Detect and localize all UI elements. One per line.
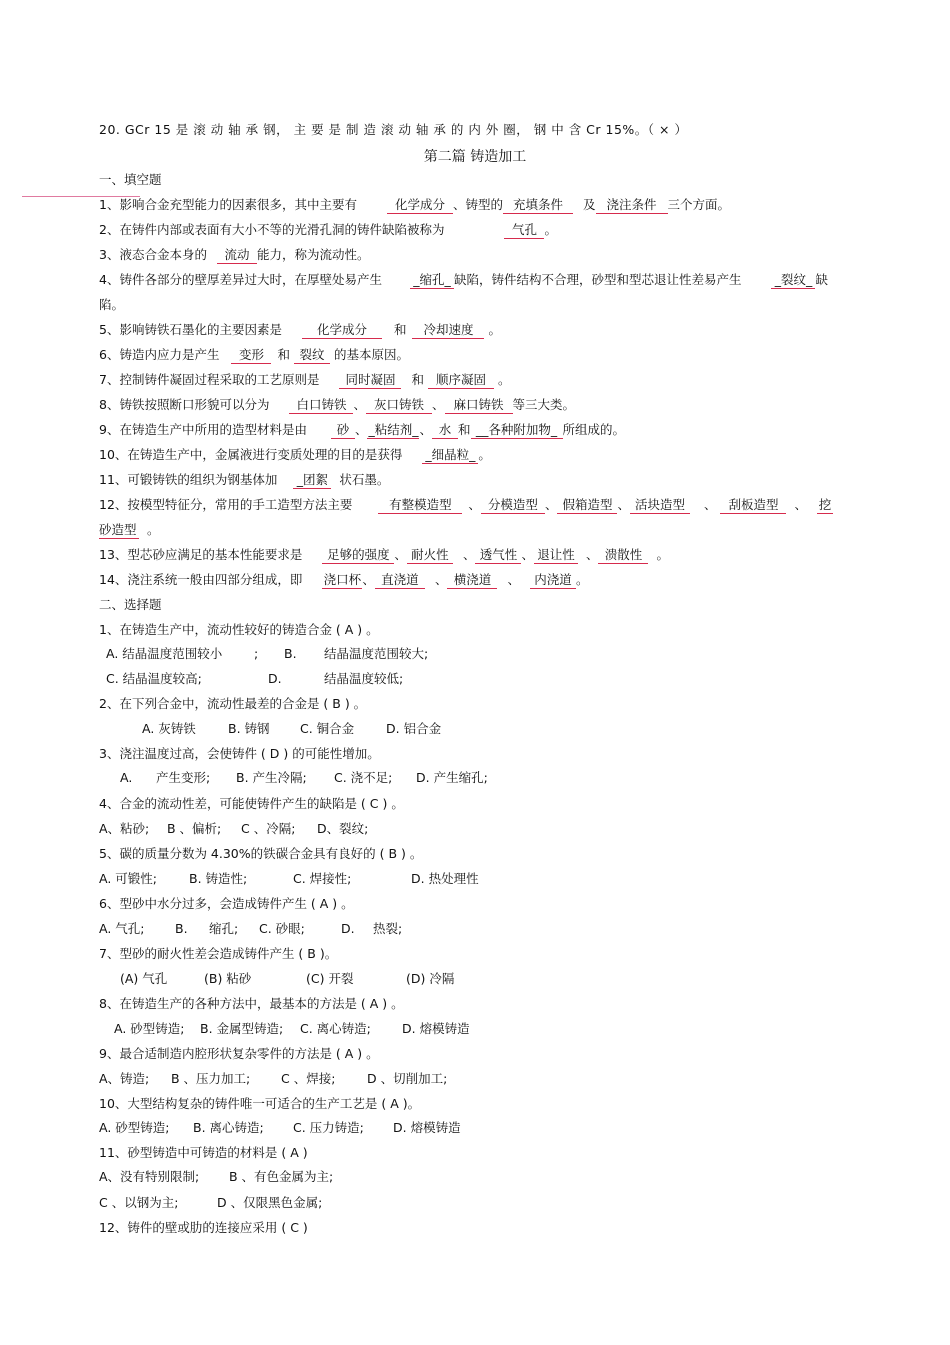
choice-options-4: A、粘砂; B 、偏析; C 、冷隔; D、裂纹;: [99, 821, 369, 836]
answer-blank: 退让性: [534, 546, 578, 564]
answer-blank: 浇注条件: [596, 196, 668, 214]
choice-options-7: (A) 气孔 (B) 粘砂 (C) 开裂 (D) 冷隔: [120, 971, 455, 986]
choice-question-10: 10、大型结构复杂的铸件唯一可适合的生产工艺是 ( A )。: [99, 1096, 421, 1111]
choice-question-12: 12、铸件的壁或肋的连接应采用 ( C ): [99, 1220, 308, 1235]
answer-blank: 活块造型: [630, 496, 690, 514]
fill-question-4-cont: 陷。: [99, 297, 125, 312]
choice-question-6: 6、型砂中水分过多，会造成铸件产生 ( A ) 。: [99, 896, 354, 911]
choice-question-5: 5、碳的质量分数为 4.30%的铁碳合金具有良好的 ( B ) 。: [99, 846, 423, 861]
choice-options-6: A. 气孔; B. 缩孔; C. 砂眼; D. 热裂;: [99, 921, 403, 936]
answer-blank: 水: [432, 421, 458, 439]
choice-options-9: A、铸造; B 、压力加工; C 、焊接; D 、切削加工;: [99, 1071, 448, 1086]
choice-question-8: 8、在铸造生产的各种方法中，最基本的方法是 ( A ) 。: [99, 996, 404, 1011]
answer-blank: 足够的强度: [322, 546, 394, 564]
answer-blank: 刮板造型: [720, 496, 786, 514]
choice-options-11a: A、没有特别限制; B 、有色金属为主;: [99, 1169, 334, 1184]
choice-question-4: 4、合金的流动性差，可能使铸件产生的缺陷是 ( C ) 。: [99, 796, 404, 811]
fill-question-4: 4、铸件各部分的壁厚差异过大时，在厚壁处易产生 _缩孔_ 缺陷，铸件结构不合理，砂型和型芯退让性差易产生 _裂纹_ 缺: [99, 272, 828, 287]
answer-blank: 变形: [231, 346, 271, 364]
fill-question-3: 3、液态合金本身的 流动 能力，称为流动性。: [99, 247, 370, 262]
answer-blank: _缩孔_: [410, 271, 454, 289]
answer-blank: 流动: [217, 246, 257, 264]
choice-section-heading: 二、选择题: [99, 597, 162, 612]
section-title: 第二篇 铸造加工: [423, 149, 527, 165]
choice-options-10: A. 砂型铸造; B. 离心铸造; C. 压力铸造; D. 熔模铸造: [99, 1120, 461, 1135]
fill-question-14: 14、浇注系统一般由四部分组成，即 浇口杯、 直浇道 、 横浇道 、 内浇道 。: [99, 572, 589, 587]
answer-blank: 横浇道: [447, 571, 497, 589]
answer-blank: 化学成分: [387, 196, 453, 214]
choice-options-8: A. 砂型铸造; B. 金属型铸造; C. 离心铸造; D. 熔模铸造: [114, 1021, 470, 1036]
choice-options-1a: A. 结晶温度范围较小 ; B. 结晶温度范围较大;: [106, 646, 429, 661]
fill-question-13: 13、型芯砂应满足的基本性能要求是 足够的强度 、 耐火性 、 透气性 、 退让性 、 溃散性 。: [99, 547, 669, 562]
answer-blank: 分模造型: [481, 496, 545, 514]
fill-question-10: 10、在铸造生产中，金属液进行变质处理的目的是获得 _细晶粒_ 。: [99, 447, 491, 462]
question-20: 20. GCr 15 是 滚 动 轴 承 钢， 主 要 是 制 造 滚 动 轴 承 的 内 外 圈， 钢 中 含 Cr 15%。（ × ）: [99, 122, 688, 137]
answer-blank: 充填条件: [503, 196, 573, 214]
answer-blank: 假箱造型: [557, 496, 617, 514]
answer-blank: 同时凝固: [339, 371, 401, 389]
fill-question-5: 5、影响铸铁石墨化的主要因素是 化学成分 和 冷却速度 。: [99, 322, 501, 337]
answer-blank: 有整模造型: [378, 496, 462, 514]
choice-options-5: A. 可锻性; B. 铸造性; C. 焊接性; D. 热处理性: [99, 871, 479, 886]
fill-question-6: 6、铸造内应力是产生 变形 和 裂纹 的基本原因。: [99, 347, 409, 362]
fill-section-heading: 一、填空题: [99, 172, 162, 187]
answer-blank: _裂纹_: [771, 271, 815, 289]
choice-question-7: 7、型砂的耐火性差会造成铸件产生 ( B )。: [99, 946, 338, 961]
choice-options-1b: C. 结晶温度较高; D. 结晶温度较低;: [106, 671, 404, 686]
choice-question-2: 2、在下列合金中，流动性最差的合金是 ( B ) 。: [99, 696, 367, 711]
answer-blank: 砂造型: [99, 521, 139, 539]
answer-blank: 砂: [331, 421, 355, 439]
fill-question-1: 1、影响合金充型能力的因素很多，其中主要有 化学成分 、铸型的 充填条件 及 浇注条件 三个方面。: [99, 197, 731, 212]
answer-blank: 直浇道: [375, 571, 425, 589]
fill-question-12: 12、按模型特征分，常用的手工造型方法主要 有整模造型 、 分模造型 、 假箱造型 、 活块造型 、 刮板造型 、 挖: [99, 497, 832, 512]
choice-options-3: A. 产生变形; B. 产生冷隔; C. 浇不足; D. 产生缩孔;: [120, 770, 488, 785]
fill-question-11: 11、可锻铸铁的组织为钢基体加 _团絮 状石墨。: [99, 472, 390, 487]
answer-blank: 气孔: [504, 221, 544, 239]
answer-blank: _团絮: [293, 471, 331, 489]
fill-question-7: 7、控制铸件凝固过程采取的工艺原则是 同时凝固 和 顺序凝固 。: [99, 372, 511, 387]
answer-blank: 灰口铸铁: [366, 396, 432, 414]
answer-blank: 浇口杯: [323, 572, 362, 587]
choice-question-3: 3、浇注温度过高，会使铸件 ( D ) 的可能性增加。: [99, 746, 380, 761]
answer-blank: 挖: [818, 497, 832, 512]
fill-question-12-cont: 砂造型 。: [99, 522, 160, 537]
answer-blank: 透气性: [475, 546, 521, 564]
choice-question-11: 11、砂型铸造中可铸造的材料是 ( A ): [99, 1145, 308, 1160]
answer-blank: 白口铸铁: [289, 396, 353, 414]
choice-question-9: 9、最合适制造内腔形状复杂零件的方法是 ( A ) 。: [99, 1046, 379, 1061]
answer-blank: 溃散性: [598, 546, 648, 564]
answer-blank: 裂纹: [294, 346, 330, 364]
choice-options-11b: C 、以钢为主; D 、仅限黑色金属;: [99, 1195, 323, 1210]
fill-question-2: 2、在铸件内部或表面有大小不等的光滑孔洞的铸件缺陷被称为 气孔 。: [99, 222, 557, 237]
answer-blank: 冷却速度: [412, 321, 484, 339]
choice-options-2: A. 灰铸铁 B. 铸钢 C. 铜合金 D. 铝合金: [142, 721, 442, 736]
answer-blank: 耐火性: [407, 546, 453, 564]
answer-blank: _粘结剂_: [368, 422, 419, 437]
answer-blank: 顺序凝固: [428, 371, 494, 389]
fill-question-8: 8、铸铁按照断口形貌可以分为 白口铸铁 、 灰口铸铁 、 麻口铸铁 等三大类。: [99, 397, 576, 412]
choice-question-1: 1、在铸造生产中，流动性较好的铸造合金 ( A ) 。: [99, 622, 379, 637]
answer-blank: 化学成分: [302, 321, 382, 339]
answer-blank: _细晶粒_: [422, 446, 478, 464]
answer-blank: 内浇道: [530, 571, 576, 589]
fill-question-9: 9、在铸造生产中所用的造型材料是由 砂 、_粘结剂_、 水 和 __各种附加物_ 所组成的。: [99, 422, 626, 437]
answer-blank: 麻口铸铁: [445, 396, 513, 414]
answer-blank: __各种附加物_: [471, 421, 563, 439]
